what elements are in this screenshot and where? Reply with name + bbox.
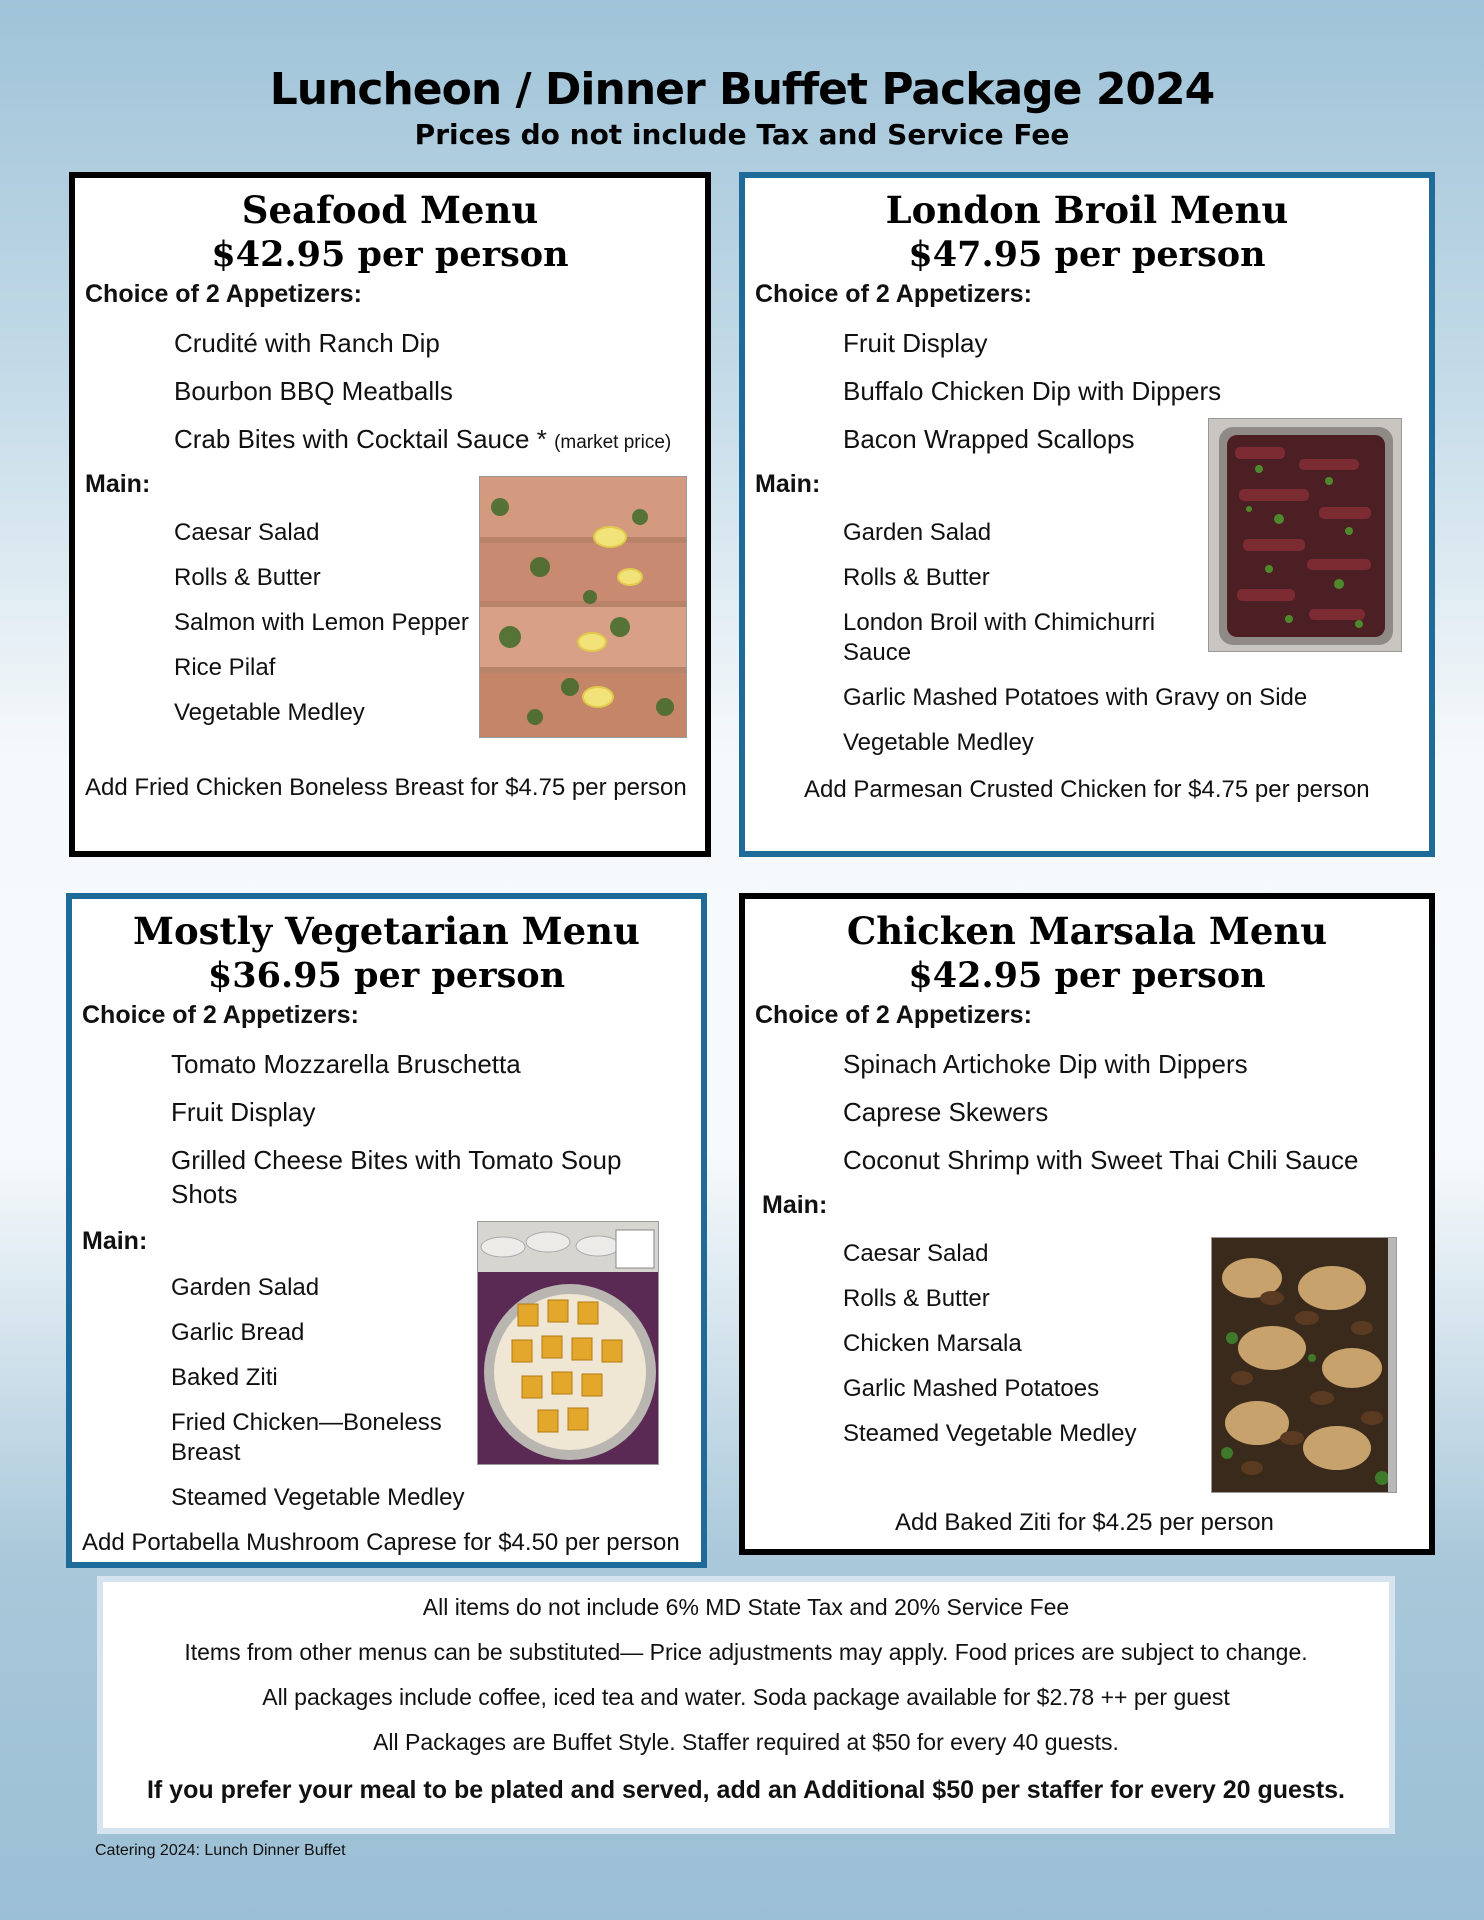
vegetarian-main-5: Steamed Vegetable Medley: [171, 1484, 465, 1511]
seafood-appetizer-3: [174, 422, 671, 460]
london-broil-main-label: Main:: [755, 470, 821, 498]
vegetarian-main-4b: Breast: [171, 1439, 241, 1466]
seafood-appetizer-2: Bourbon BBQ Meatballs: [174, 376, 453, 406]
seafood-menu-price: $42.95 per person: [211, 234, 569, 275]
footer-beverage-note: All packages include coffee, iced tea and water. Soda package available for $2.78 ++ per guest: [262, 1684, 1230, 1710]
chicken-marsala-menu-title: Chicken Marsala Menu: [846, 909, 1328, 953]
london-broil-photo: [1208, 418, 1402, 652]
vegetarian-addon: Add Portabella Mushroom Caprese for $4.50 per person: [82, 1529, 680, 1556]
vegetarian-main-4: Fried Chicken—Boneless: [171, 1409, 442, 1436]
chicken-marsala-appetizer-3: Coconut Shrimp with Sweet Thai Chili Sauce: [843, 1145, 1359, 1175]
page-subtitle: Prices do not include Tax and Service Fee: [414, 118, 1070, 151]
chicken-marsala-main-2: Rolls & Butter: [843, 1285, 990, 1312]
vegetarian-menu-price: $36.95 per person: [207, 955, 566, 996]
london-broil-appetizer-2: Buffalo Chicken Dip with Dippers: [843, 376, 1222, 406]
seafood-main-4: Rice Pilaf: [174, 654, 276, 681]
london-broil-appetizer-3: Bacon Wrapped Scallops: [843, 424, 1135, 454]
vegetarian-main-label: Main:: [82, 1227, 148, 1255]
seafood-main-2: Rolls & Butter: [174, 564, 321, 591]
vegetarian-main-2: Garlic Bread: [171, 1319, 305, 1346]
chicken-marsala-menu-card: [739, 893, 1435, 1555]
london-broil-appetizer-1: Fruit Display: [843, 328, 988, 358]
london-broil-main-4: Garlic Mashed Potatoes with Gravy on Side: [843, 684, 1308, 711]
london-broil-appetizers-label: Choice of 2 Appetizers:: [755, 280, 1032, 308]
vegetarian-main-1: Garden Salad: [171, 1274, 320, 1301]
vegetarian-menu-card: [66, 893, 707, 1568]
chicken-marsala-main-3: Chicken Marsala: [843, 1330, 1022, 1357]
seafood-appetizers-label: Choice of 2 Appetizers:: [85, 280, 362, 308]
chicken-marsala-appetizer-2: Caprese Skewers: [843, 1097, 1049, 1127]
page-title: Luncheon / Dinner Buffet Package 2024: [269, 64, 1215, 115]
chicken-marsala-menu-price: $42.95 per person: [908, 955, 1266, 996]
vegetarian-appetizer-2: Fruit Display: [171, 1097, 316, 1127]
footer-substitution-note: Items from other menus can be substituted— Price adjustments may apply. Food prices are subject to change.: [184, 1639, 1308, 1665]
chicken-marsala-main-label: Main:: [762, 1191, 828, 1219]
seafood-menu-card: [69, 172, 711, 857]
london-broil-addon: Add Parmesan Crusted Chicken for $4.75 per person: [804, 776, 1370, 803]
vegetarian-appetizers-label: Choice of 2 Appetizers:: [82, 1001, 359, 1029]
page-header: [0, 62, 1484, 152]
london-broil-menu-price: $47.95 per person: [908, 234, 1266, 275]
seafood-menu-title: Seafood Menu: [241, 188, 539, 232]
document-footer-label: Catering 2024: Lunch Dinner Buffet: [95, 1842, 346, 1859]
seafood-main-5: Vegetable Medley: [174, 699, 365, 726]
london-broil-main-5: Vegetable Medley: [843, 729, 1034, 756]
footer-plated-note: If you prefer your meal to be plated and served, add an Additional $50 per staffer for every 20 guests.: [146, 1776, 1346, 1804]
footer-staffer-note: All Packages are Buffet Style. Staffer required at $50 for every 40 guests.: [373, 1729, 1119, 1755]
grilled-cheese-photo: [477, 1221, 659, 1465]
chicken-marsala-photo: [1211, 1237, 1397, 1493]
london-broil-main-1: Garden Salad: [843, 519, 992, 546]
vegetarian-appetizer-3b: Shots: [171, 1179, 238, 1209]
seafood-main-3: Salmon with Lemon Pepper: [174, 609, 469, 636]
footer-tax-note: All items do not include 6% MD State Tax and 20% Service Fee: [422, 1594, 1070, 1620]
chicken-marsala-appetizers-label: Choice of 2 Appetizers:: [755, 1001, 1032, 1029]
seafood-appetizer-3-note: (market price): [554, 432, 672, 453]
salmon-photo: [479, 476, 687, 738]
chicken-marsala-main-1: Caesar Salad: [843, 1240, 989, 1267]
london-broil-menu-title: London Broil Menu: [885, 188, 1289, 232]
london-broil-main-2: Rolls & Butter: [843, 564, 990, 591]
london-broil-menu-card: [739, 172, 1435, 857]
vegetarian-appetizer-1: Tomato Mozzarella Bruschetta: [171, 1049, 521, 1079]
london-broil-main-3: London Broil with Chimichurri: [843, 609, 1156, 636]
vegetarian-menu-title: Mostly Vegetarian Menu: [133, 909, 640, 953]
chicken-marsala-appetizer-1: Spinach Artichoke Dip with Dippers: [843, 1049, 1248, 1079]
vegetarian-appetizer-3: Grilled Cheese Bites with Tomato Soup: [171, 1145, 622, 1175]
chicken-marsala-addon: Add Baked Ziti for $4.25 per person: [895, 1509, 1274, 1536]
seafood-appetizer-3-text: Crab Bites with Cocktail Sauce *: [174, 424, 547, 454]
footer-notes: [97, 1576, 1395, 1834]
seafood-addon: Add Fried Chicken Boneless Breast for $4.75 per person: [85, 774, 687, 801]
london-broil-main-3b: Sauce: [843, 639, 912, 666]
seafood-main-1: Caesar Salad: [174, 519, 320, 546]
chicken-marsala-main-5: Steamed Vegetable Medley: [843, 1420, 1137, 1447]
seafood-main-label: Main:: [85, 470, 151, 498]
vegetarian-main-3: Baked Ziti: [171, 1364, 278, 1391]
seafood-appetizer-1: Crudité with Ranch Dip: [174, 328, 440, 358]
chicken-marsala-main-4: Garlic Mashed Potatoes: [843, 1375, 1100, 1402]
